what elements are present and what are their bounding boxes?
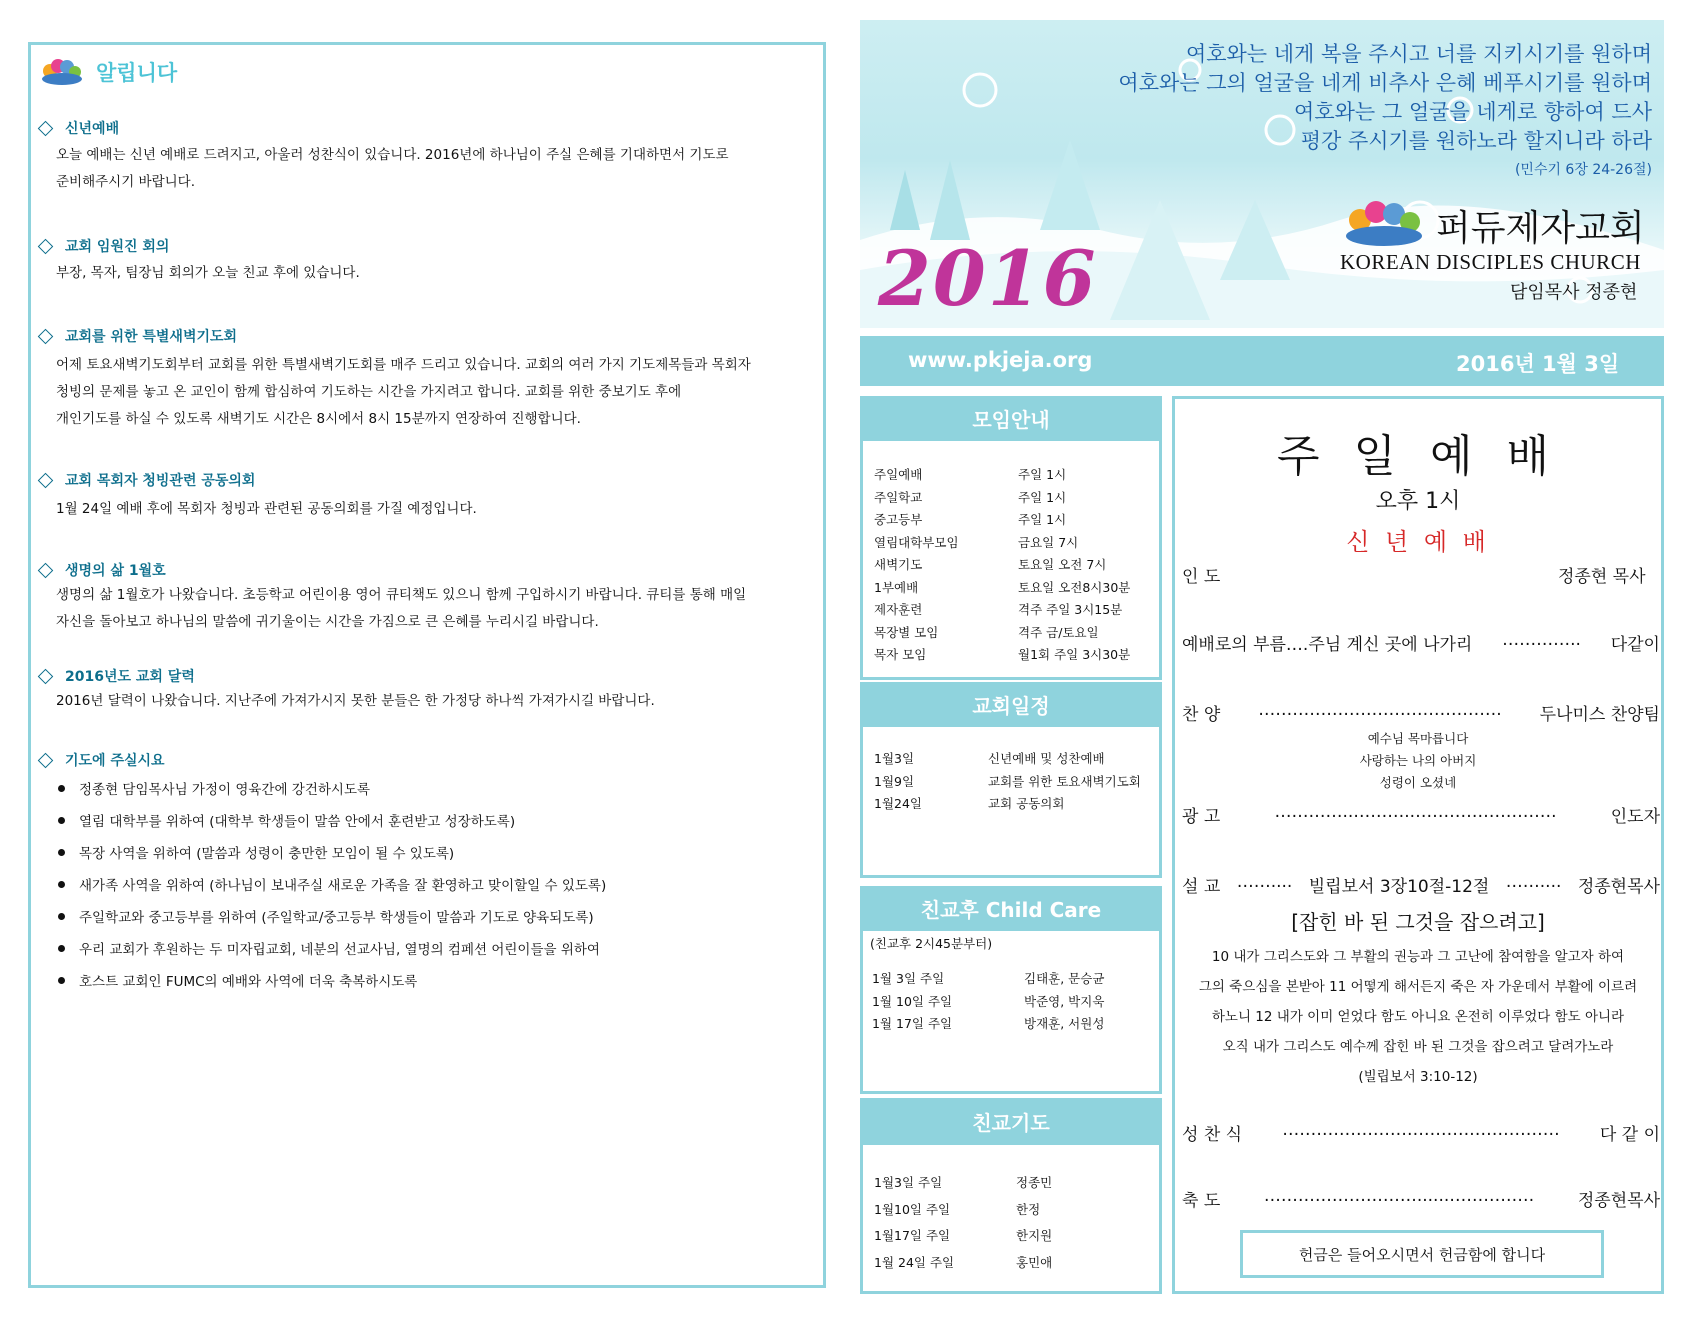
diamond-icon xyxy=(38,562,54,578)
website-url[interactable]: www.pkjeja.org xyxy=(908,348,1093,372)
church-logo-icon xyxy=(40,57,86,87)
schedule-events xyxy=(988,748,1141,816)
year-text: 2016 xyxy=(878,234,1098,323)
verse-reference: (민수기 6장 24-26절) xyxy=(1514,162,1652,178)
worship-subtitle: 신 년 예 배 xyxy=(1346,528,1490,556)
prayer-item: 우리 교회가 후원하는 두 미자립교회, 네분의 선교사님, 열명의 컴페션 어린이들을 위하여 xyxy=(58,938,600,958)
bullet-icon xyxy=(58,785,65,792)
announcements-title xyxy=(40,46,177,98)
church-name-korean: 퍼듀제자교회 xyxy=(1436,208,1645,249)
song: 예수님 목마릅니다 xyxy=(1367,731,1469,746)
meeting-time: 주일 1시 xyxy=(1018,467,1067,482)
meeting-time: 주일 1시 xyxy=(1018,512,1067,527)
announcements-panel xyxy=(28,42,826,1288)
meeting-time: 금요일 7시 xyxy=(1018,534,1079,550)
meeting-time: 월1회 주일 3시30분 xyxy=(1018,647,1131,662)
meetings-times xyxy=(1018,464,1130,667)
bullet-icon xyxy=(58,817,65,824)
fellowship-title: 친교기도 xyxy=(863,1101,1159,1145)
meetings-title: 모임안내 xyxy=(863,399,1159,441)
prayer-item: 호스트 교회인 FUMC의 예배와 사역에 더욱 축복하시도록 xyxy=(58,970,417,990)
diamond-icon xyxy=(38,238,54,254)
section-heading: 생명의 삶 1월호 xyxy=(36,560,166,580)
childcare-date: 1월 3일 주일 xyxy=(872,971,945,986)
meeting-time: 주일 1시 xyxy=(1018,489,1067,505)
meeting-name: 중고등부 xyxy=(874,512,923,527)
schedule-date: 1월9일 xyxy=(874,773,915,789)
meeting-time: 격주 주일 3시15분 xyxy=(1018,602,1123,617)
childcare-volunteers: 박준영, 박지욱 xyxy=(1024,993,1105,1009)
childcare-title: 친교후 Child Care xyxy=(863,889,1159,931)
diamond-icon xyxy=(38,472,54,488)
schedule-dates xyxy=(874,748,922,816)
fellowship-person: 한지원 xyxy=(1016,1228,1053,1243)
meeting-time: 격주 금/토요일 xyxy=(1018,624,1099,640)
section-heading: 교회 목회자 청빙관련 공동의회 xyxy=(36,470,255,490)
bullet-icon xyxy=(58,977,65,984)
schedule-date: 1월3일 xyxy=(874,751,915,766)
diamond-icon xyxy=(38,328,54,344)
announcements-item: 광 고 …………..………..……………………. 인도자 xyxy=(1182,802,1660,827)
meeting-name: 주일예배 xyxy=(874,467,923,482)
worship-time: 오후 1시 xyxy=(1375,489,1461,514)
schedule-date: 1월24일 xyxy=(874,796,923,811)
praise-songs xyxy=(1172,728,1664,794)
childcare-date: 1월 17일 주일 xyxy=(872,1016,953,1031)
schedule-event: 교회를 위한 토요새벽기도회 xyxy=(988,773,1141,789)
praise: 찬 양 ……………………………………. 두나미스 찬양팀 xyxy=(1182,700,1660,725)
call-to-worship: 예배로의 부름….주님 계신 곳에 나가리 ………….. 다같이 xyxy=(1182,630,1660,655)
meeting-name: 열림대학부모임 xyxy=(874,534,959,550)
diamond-icon xyxy=(38,120,54,136)
bullet-icon xyxy=(58,881,65,888)
meeting-name: 1부예배 xyxy=(874,579,919,595)
meeting-time: 토요일 오전8시30분 xyxy=(1018,579,1131,595)
sermon-scripture: 10 내가 그리스도와 그 부활의 권능과 그 고난에 참여함을 알고자 하여 그의 죽으심을 본받아 11 어떻게 해서든지 죽은 자 가운데서 부활에 이르려 하노니 12 내가 이미 얻었다 함도 아니요 온전히 이루었다 함도 아니라 오직 내가 그리스도 예수께 잡힌 바 된 그것을 잡으려고 달려가노라 (빌립보서 3:10-12) xyxy=(1198,949,1638,1085)
section-heading: 2016년도 교회 달력 xyxy=(36,666,195,686)
fellowship-dates xyxy=(874,1170,954,1276)
worship-title: 주 일 예 배 xyxy=(1277,431,1559,482)
section-body: 어제 토요새벽기도회부터 교회를 위한 특별새벽기도회를 매주 드리고 있습니다. 교회의 여러 가지 기도제목들과 목회자 청빙의 문제를 놓고 온 교인이 함께 합심하여 기도하는 시간을 가지려고 합니다. 교회를 위한 중보기도 후에 개인기도를 하실 수 있도록 새벽기도 시간은 8시에서 8시 15분까지 연장하여 진행합니다. xyxy=(56,357,751,427)
fellowship-person: 정종민 xyxy=(1016,1175,1053,1190)
schedule-title: 교회일정 xyxy=(863,685,1159,727)
sermon-title: [잡힌 바 된 그것을 잡으려고] xyxy=(1291,910,1545,934)
section-heading: 교회 임원진 회의 xyxy=(36,236,169,256)
info-bar xyxy=(860,336,1664,386)
meeting-time: 토요일 오전 7시 xyxy=(1018,557,1107,572)
bullet-icon xyxy=(58,945,65,952)
section-body: 1월 24일 예배 후에 목회자 청빙과 관련된 공동의회를 가질 예정입니다. xyxy=(56,501,477,517)
meeting-name: 제자훈련 xyxy=(874,602,923,617)
song: 사랑하는 나의 아버지 xyxy=(1359,753,1477,768)
song: 성령이 오셨네 xyxy=(1379,775,1457,790)
prayer-item: 목장 사역을 위하여 (말씀과 성령이 충만한 모임이 될 수 있도록) xyxy=(58,842,454,862)
meetings-names xyxy=(874,464,959,667)
section-body: 생명의 삶 1월호가 나왔습니다. 초등학교 어린이용 영어 큐티책도 있으니 함께 구입하시기 바랍니다. 큐티를 통해 매일 자신을 돌아보고 하나님의 말씀에 귀기울이는 시간을 가짐으로 큰 은혜를 누리시길 바랍니다. xyxy=(56,587,747,630)
bulletin-date: 2016년 1월 3일 xyxy=(1456,352,1620,376)
childcare-note: (친교후 2시45분부터) xyxy=(870,936,993,951)
meeting-name: 주일학교 xyxy=(874,489,923,505)
fellowship-date: 1월17일 주일 xyxy=(874,1228,951,1243)
childcare-volunteers: 방재훈, 서원성 xyxy=(1024,1016,1105,1031)
prayer-item: 주일학교와 중고등부를 위하여 (주일학교/중고등부 학생들이 말씀과 기도로 양육되도록) xyxy=(58,906,594,926)
fellowship-person: 홍민애 xyxy=(1016,1254,1053,1270)
church-name-english: KOREAN DISCIPLES CHURCH xyxy=(1340,250,1641,274)
section-heading: 기도에 주실시요 xyxy=(36,750,165,770)
fellowship-person: 한정 xyxy=(1016,1201,1041,1217)
schedule-event: 교회 공동의회 xyxy=(988,796,1065,811)
prayer-item: 열림 대학부를 위하여 (대학부 학생들이 말씀 안에서 훈련받고 성장하도록) xyxy=(58,810,515,830)
childcare-volunteers: 김태훈, 문승균 xyxy=(1024,971,1105,986)
fellowship-names xyxy=(1016,1170,1052,1276)
section-body: 2016년 달력이 나왔습니다. 지난주에 가져가시지 못한 분들은 한 가정당 하나씩 가져가시길 바랍니다. xyxy=(56,693,655,709)
meeting-name: 목자 모임 xyxy=(874,647,927,662)
section-body: 오늘 예배는 신년 예배로 드려지고, 아울러 성찬식이 있습니다. 2016년에 하나님이 주실 은혜를 기대하면서 기도로 준비해주시기 바랍니다. xyxy=(56,147,729,190)
scripture-verse: 여호와는 네게 복을 주시고 너를 지키시기를 원하며 여호와는 그의 얼굴을 네게 비추사 은혜 베푸시기를 원하며 여호와는 그 얼굴을 네게로 향하여 드사 평강 주시기를 원하노라 할지니라 하라 (민수기 6장 24-26절) xyxy=(1118,40,1652,185)
announcements-title-text: 알립니다 xyxy=(96,61,178,85)
childcare-dates xyxy=(872,968,952,1036)
fellowship-date: 1월 24일 주일 xyxy=(874,1254,955,1270)
prayer-item: 새가족 사역을 위하여 (하나님이 보내주실 새로운 가족을 잘 환영하고 맞이할일 수 있도록) xyxy=(58,874,606,894)
bullet-icon xyxy=(58,849,65,856)
schedule-event: 신년예배 및 성찬예배 xyxy=(988,751,1105,766)
church-logo-icon xyxy=(1344,198,1428,252)
fellowship-date: 1월10일 주일 xyxy=(874,1201,951,1217)
prayer-item: 정종현 담임목사님 가정이 영육간에 강건하시도록 xyxy=(58,778,370,798)
section-heading: 신년예배 xyxy=(36,118,119,138)
diamond-icon xyxy=(38,668,54,684)
section-body: 부장, 목자, 팀장님 회의가 오늘 친교 후에 있습니다. xyxy=(56,265,360,281)
meeting-name: 새벽기도 xyxy=(874,557,923,572)
communion: 성 찬 식 …………………………….…………… 다 같 이 xyxy=(1182,1120,1660,1145)
leader-label: 인 도 xyxy=(1182,567,1221,587)
meeting-name: 목장별 모임 xyxy=(874,624,939,640)
diamond-icon xyxy=(38,752,54,768)
childcare-names xyxy=(1024,968,1104,1036)
childcare-date: 1월 10일 주일 xyxy=(872,993,953,1009)
section-heading: 교회를 위한 특별새벽기도회 xyxy=(36,326,237,346)
senior-pastor: 담임목사 정종현 xyxy=(1510,282,1638,303)
leader-name: 정종현 목사 xyxy=(1558,567,1646,587)
fellowship-date: 1월3일 주일 xyxy=(874,1175,943,1190)
bullet-icon xyxy=(58,913,65,920)
offering-notice: 헌금은 들어오시면서 헌금함에 합니다 xyxy=(1240,1230,1604,1278)
sermon: 설 교 …….... 빌립보서 3장10절-12절 …….... 정종현목사 xyxy=(1182,872,1660,897)
benediction: 축 도 ………………………......…………… 정종현목사 xyxy=(1182,1186,1660,1211)
